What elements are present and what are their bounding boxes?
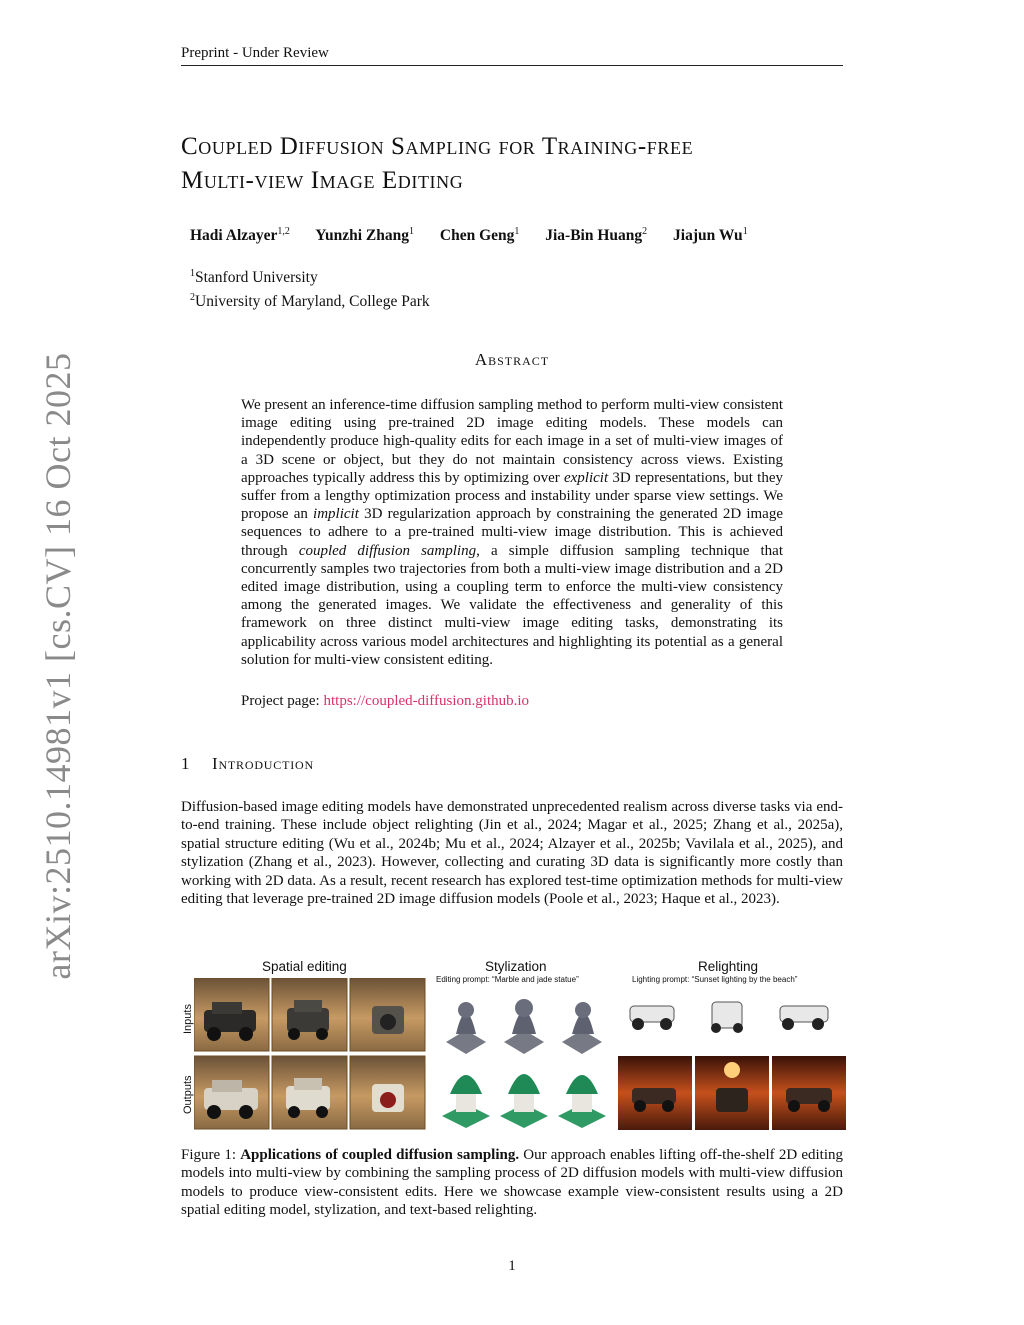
abstract-body: We present an inference-time diffusion sampling method to perform multi-view consistent image editing using pre-trained 2D image editing models. These models can independently produce high-quality edits for each image in a set of multi-view images of a 3D scene or object, but they do not maintain consistency across views. Existing approaches typically address this by optimizing over explicit 3D representations, but they suffer from a lengthy optimization process and instability under sparse view settings. We propose an implicit 3D regularization approach by constraining the generated 2D image sequences to adhere to a pre-trained multi-view image distribution. This is achieved through coupled diffusion sampling, a simple diffusion sampling technique that concurrently samples two trajectories from both a multi-view image distribution and a 2D edited image distribution, using a coupling term to enforce the multi-view consistency among the generated images. We validate the effectiveness and generality of this framework on three distinct multi-view image editing tasks, demonstrating its applicability across various model architectures and highlighting its potential as a general solution for multi-view consistent editing. [241,397,784,668]
intro-paragraph: Diffusion-based image editing models have demonstrated unprecedented realism across diverse tasks via end-to-end training. These include object relighting (Jin et al., 2024; Magar et al., 2025; Zhang et al., 2025a), spatial structure editing (Wu et al., 2024b; Mu et al., 2024; Alzayer et al., 2025b; Vavilala et al., 2025), and stylization (Zhang et al., 2023). However, collecting and curating 3D data is significantly more costly than working with 2D data. As a result, recent research has explored test-time optimization methods for multi-view editing that leverage pre-trained 2D image diffusion models (Poole et al., 2023; Haque et al., 2023). [181,799,843,908]
spatial-editing-images [194,978,436,1130]
author: Hadi Alzayer$^{1,2}$ [190,226,290,245]
abstract-heading: Abstract [474,350,550,369]
spatial-output-2 [272,1056,347,1129]
spatial-output-1 [194,1056,269,1129]
relighting-output-2 [695,1056,769,1130]
spatial-input-3 [350,978,425,1051]
stylization-output-2 [500,1074,548,1128]
figure-caption: Figure 1: Applications of coupled diffusion sampling. Our approach enables lifting off-the-shelf 2D editing models into multi-view by combining the sampling process of 2D diffusion models with multi-view diffusion models to produce view-consistent edits. Here we showcase example view-consistent results using a 2D spatial editing model, stylization, and text-based relighting. [181,1147,843,1219]
relighting-output-3 [772,1056,846,1130]
panel-title-spatial: Spatial editing [262,959,347,974]
title-line-2: Multi-view Image Editing [181,167,464,194]
author-list [190,226,770,245]
stylization-input-3 [562,1002,602,1054]
spatial-input-1 [194,978,269,1051]
stylization-input-2 [504,999,544,1054]
author: Jia-Bin Huang$^2$ [545,226,648,245]
running-head: Preprint - Under Review [181,45,329,61]
relighting-images [618,984,846,1134]
row-label-outputs: Outputs [182,1075,194,1114]
relighting-input-1 [630,1006,674,1030]
stylization-input-1 [446,1002,486,1054]
paper-title [181,130,861,198]
section-heading: 1 Introduction [181,754,314,773]
project-link[interactable]: https://coupled-diffusion.github.io [323,693,530,709]
page-number: 1 [508,1258,516,1274]
affiliation: $^2$University of Maryland, College Park [190,292,430,311]
stylization-images [426,982,616,1132]
affiliations [190,264,430,312]
panel-prompt-relighting: Lighting prompt: “Sunset lighting by the beach” [632,975,798,984]
arxiv-stamp: arXiv:2510.14981v1 [cs.CV] 16 Oct 2025 [38,352,78,980]
affiliation: $^1$Stanford University [190,268,318,287]
spatial-output-3 [350,1056,425,1129]
relighting-output-1 [618,1056,692,1130]
relighting-input-2 [711,1002,743,1033]
header-rule [181,65,843,66]
figure-1 [178,956,846,1134]
author: Jiajun Wu$^1$ [673,226,748,245]
author: Chen Geng$^1$ [439,226,520,245]
title-line-1: Coupled Diffusion Sampling for Training-free [181,133,694,160]
row-label-inputs: Inputs [182,1004,194,1034]
relighting-input-3 [780,1006,828,1030]
stylization-output-1 [442,1075,490,1128]
panel-title-stylization: Stylization [485,959,547,974]
spatial-input-2 [272,978,347,1051]
panel-prompt-stylization: Editing prompt: “Marble and jade statue” [436,975,579,984]
project-page: Project page: https://coupled-diffusion.github.io [241,693,530,709]
stylization-output-3 [558,1075,606,1128]
author: Yunzhi Zhang$^1$ [315,226,414,245]
panel-title-relighting: Relighting [698,959,759,974]
